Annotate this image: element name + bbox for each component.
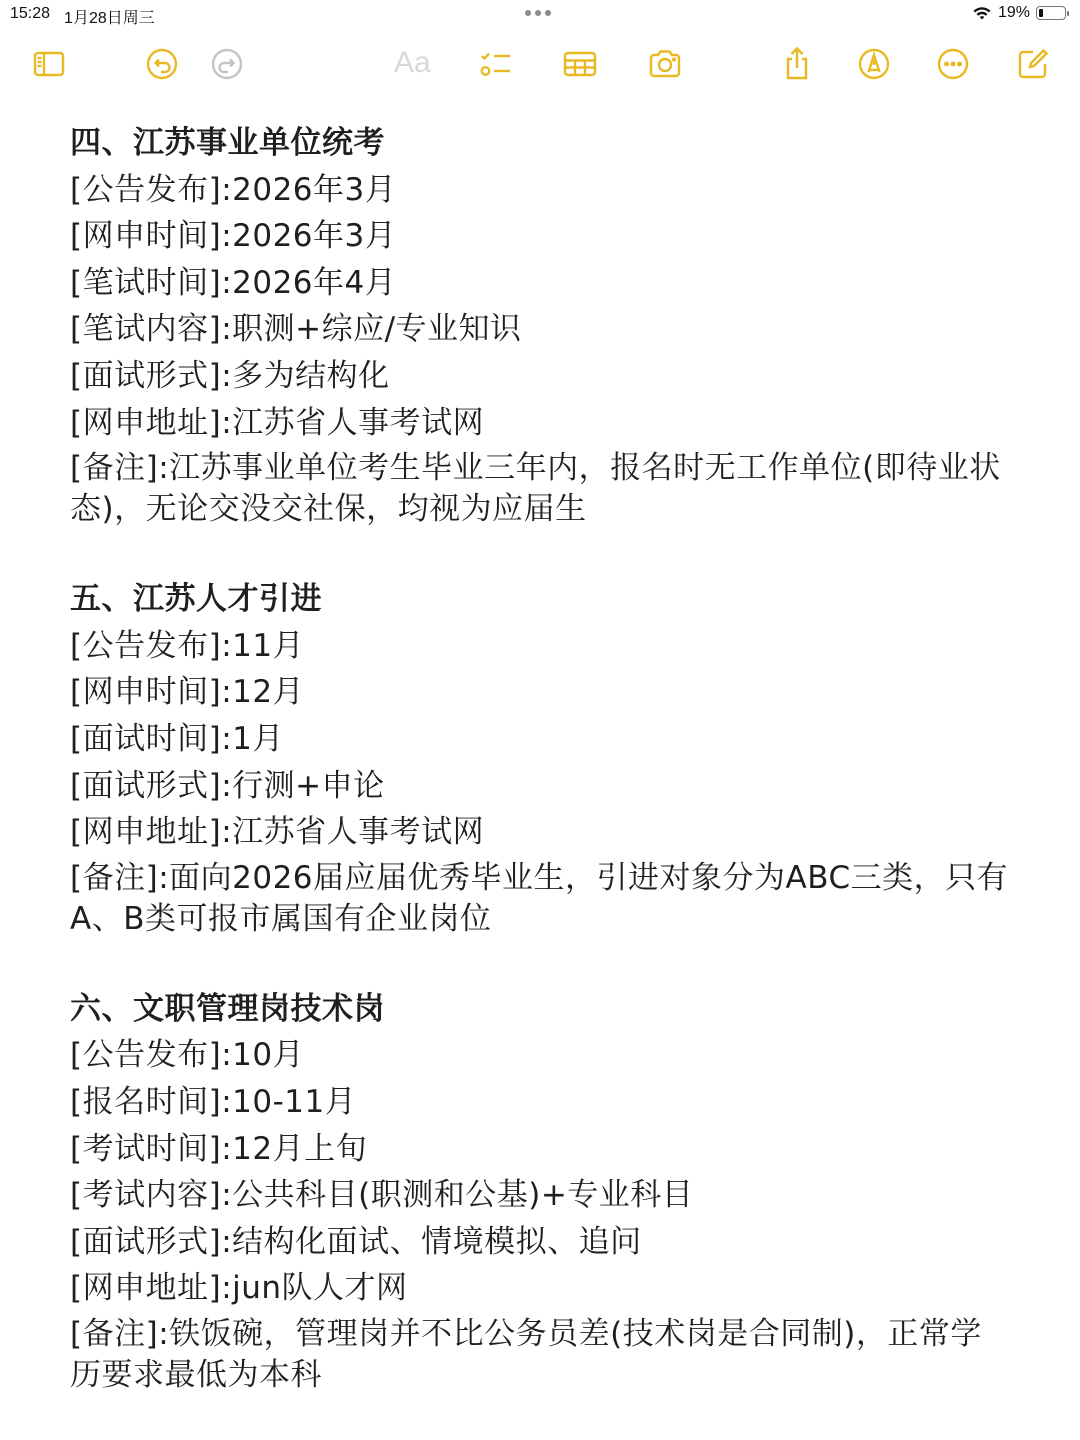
- section-heading: 五、江苏人才引进: [70, 581, 322, 618]
- format-button[interactable]: Aa: [394, 46, 431, 79]
- note-line: [面试时间]:1月: [70, 720, 284, 757]
- share-icon[interactable]: [777, 44, 817, 84]
- note-line: [公告发布]:2026年3月: [70, 171, 397, 208]
- battery-percent: 19%: [997, 4, 1030, 21]
- note-line: [网申地址]:jun队人才网: [70, 1270, 408, 1307]
- note-line: [公告发布]:11月: [70, 627, 305, 664]
- note-line: [考试内容]:公共科目(职测和公基)+专业科目: [70, 1177, 694, 1214]
- note-line: [网申时间]:2026年3月: [70, 218, 397, 255]
- note-line: [网申时间]:12月: [70, 674, 305, 711]
- status-date: 1月28日周三: [64, 10, 155, 27]
- note-line: [笔试时间]:2026年4月: [70, 264, 397, 301]
- note-line: [公告发布]:10月: [70, 1037, 305, 1074]
- remark-line: [备注]:面向2026届应届优秀毕业生，引进对象分为ABC三类，只有A、B类可报市属国有企业岗位: [70, 859, 1009, 937]
- remark-line: [备注]:江苏事业单位考生毕业三年内，报名时无工作单位(即待业状态)，无论交没交社保，均视为应届生: [70, 450, 1001, 528]
- checklist-icon[interactable]: [476, 44, 516, 84]
- compose-icon[interactable]: [1013, 44, 1053, 84]
- more-icon[interactable]: [933, 44, 973, 84]
- section-heading: 六、文职管理岗技术岗: [70, 990, 385, 1027]
- note-line: [网申地址]:江苏省人事考试网: [70, 814, 485, 851]
- note-line: [面试形式]:多为结构化: [70, 357, 390, 394]
- status-bar: [0, 0, 1080, 28]
- notes-toolbar: [0, 38, 1080, 92]
- wifi-icon: [972, 5, 992, 21]
- note-section: [70, 986, 1010, 1396]
- note-body[interactable]: [70, 120, 1010, 1396]
- camera-icon[interactable]: [645, 44, 685, 84]
- note-line: [网申地址]:江苏省人事考试网: [70, 404, 485, 441]
- note-line: [考试时间]:12月上旬: [70, 1130, 368, 1167]
- note-line: [面试形式]:结构化面试、情境模拟、追问: [70, 1223, 642, 1260]
- sidebar-icon[interactable]: [29, 44, 69, 84]
- note-line: [笔试内容]:职测+综应/专业知识: [70, 311, 522, 348]
- remark-line: [备注]:铁饭碗，管理岗并不比公务员差(技术岗是合同制)，正常学历要求最低为本科: [70, 1315, 982, 1393]
- note-line: [报名时间]:10-11月: [70, 1083, 357, 1120]
- redo-icon[interactable]: [207, 44, 247, 84]
- status-time: 15:28: [10, 5, 51, 22]
- table-icon[interactable]: [560, 44, 600, 84]
- undo-icon[interactable]: [142, 44, 182, 84]
- note-section: [70, 120, 1010, 530]
- markup-icon[interactable]: [854, 44, 894, 84]
- note-line: [面试形式]:行测+申论: [70, 767, 385, 804]
- multitasking-dots[interactable]: [525, 4, 551, 16]
- section-heading: 四、江苏事业单位统考: [70, 125, 385, 161]
- battery-icon: [1036, 6, 1066, 20]
- note-section: [70, 576, 1010, 940]
